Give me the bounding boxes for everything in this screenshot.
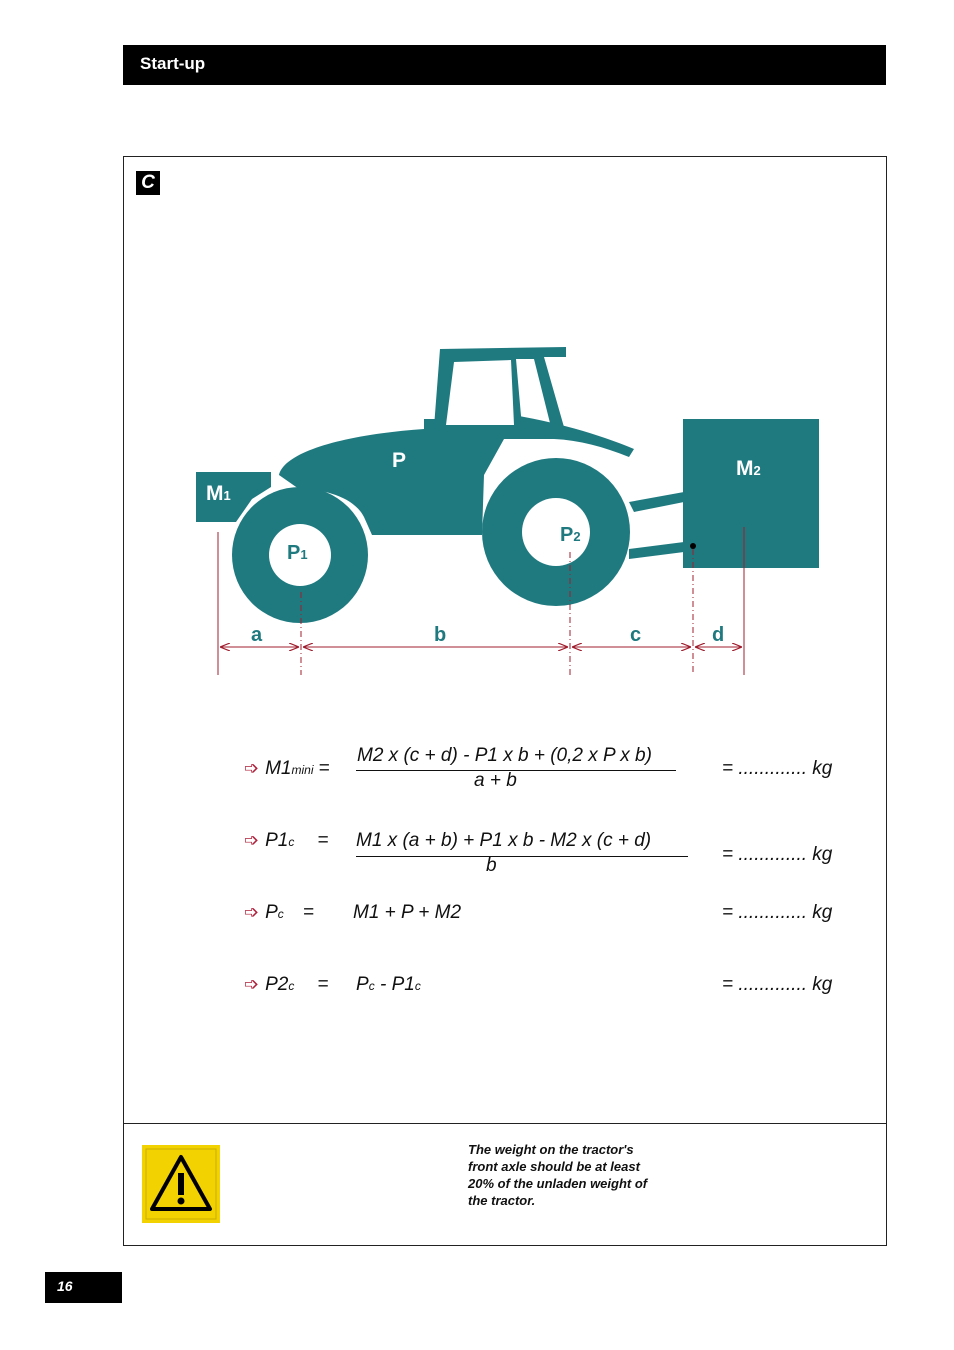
arrow-icon: ➩ [244,830,260,850]
dimension-c: c [630,624,642,646]
label-P1-sub: 1 [300,547,308,562]
formula-m1-mini: ➩ M1mini = [244,758,330,779]
formula-pc: ➩ Pc = [244,902,315,923]
label-P2: P [560,524,574,546]
formula-m1-result: = ............. kg [722,758,833,779]
page-number-box [45,1272,122,1303]
formula-p1c-denominator: b [486,855,497,876]
label-M1-sub: 1 [223,488,231,503]
label-M2: M [736,457,754,480]
formula-pc-result: = ............. kg [722,902,833,923]
formula-p1c-result: = ............. kg [722,844,833,865]
page-number: 16 [57,1278,73,1294]
fraction-line [356,856,688,857]
formula-p1c: ➩ P1c = [244,830,329,851]
arrow-icon: ➩ [244,902,260,922]
formula-m1-denominator: a + b [474,770,517,791]
arrow-icon: ➩ [244,758,260,778]
dimension-b: b [434,624,447,646]
dimension-d: d [712,624,725,646]
label-P: P [392,449,407,472]
page-section-title: Start-up [140,54,206,73]
formula-p2c-result: = ............. kg [722,974,833,995]
warning-triangle-icon [142,1145,220,1223]
label-P1: P [287,542,301,564]
formula-p1c-numerator: M1 x (a + b) + P1 x b - M2 x (c + d) [356,830,652,851]
formula-p2c-expression: Pc - P1c [356,974,421,995]
label-M1: M [206,482,224,505]
label-P2-sub: 2 [573,529,581,544]
hitch-arms [629,492,684,559]
formula-pc-expression: M1 + P + M2 [353,902,462,923]
arrow-icon: ➩ [244,974,260,994]
dimension-a: a [251,624,263,646]
formula-m1-numerator: M2 x (c + d) - P1 x b + (0,2 x P x b) [357,745,652,766]
header-bar [123,45,886,85]
formula-p2c: ➩ P2c = [244,974,329,995]
warning-message: The weight on the tractor's front axle should be at least 20% of the unladen weight of the tractor. [468,1142,648,1208]
label-M2-sub: 2 [753,463,761,478]
figure-badge: C [136,171,160,195]
tractor-diagram [124,157,886,717]
frame-divider [124,1123,886,1124]
rear-ballast [683,419,819,568]
figure-frame [123,156,887,1246]
